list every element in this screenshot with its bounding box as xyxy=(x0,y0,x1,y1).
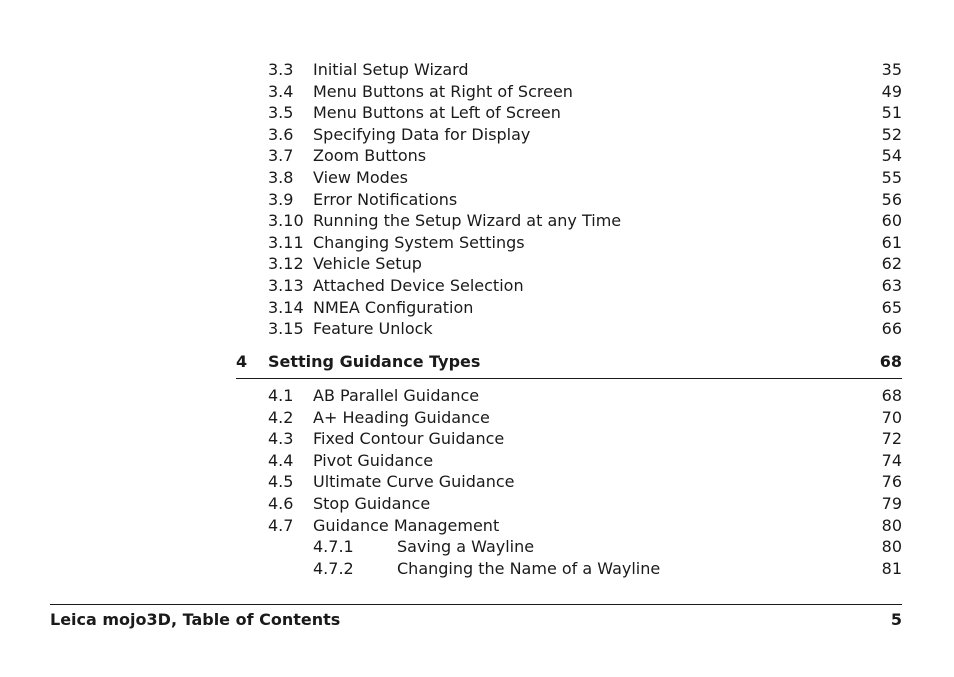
page-number: 70 xyxy=(881,407,902,427)
section-title: Fixed Contour Guidance xyxy=(313,429,505,449)
section-number: 4.1 xyxy=(268,386,294,405)
section-number: 4.5 xyxy=(268,472,294,492)
chapter-title: Setting Guidance Types xyxy=(268,352,481,371)
section-title: Stop Guidance xyxy=(313,494,431,513)
page-number: 54 xyxy=(881,146,902,166)
chapter-number: 4 xyxy=(236,352,248,371)
page-number: 49 xyxy=(881,81,902,101)
section-number: 3.4 xyxy=(268,81,294,101)
toc-entry xyxy=(0,210,954,232)
page-number: 56 xyxy=(881,189,902,209)
section-title: View Modes xyxy=(313,168,408,187)
section-title: Guidance Management xyxy=(313,515,500,535)
toc-entry xyxy=(0,493,954,515)
toc-entry xyxy=(0,515,954,537)
section-number: 3.8 xyxy=(268,168,294,187)
page-number: 52 xyxy=(881,124,902,144)
section-title: Changing System Settings xyxy=(313,232,525,252)
toc-entry xyxy=(0,275,954,297)
section-number: 4.2 xyxy=(268,407,294,427)
subsection-title: Changing the Name of a Wayline xyxy=(397,558,661,578)
section-number: 3.3 xyxy=(268,60,294,79)
page-number: 51 xyxy=(881,103,902,123)
toc-entry xyxy=(0,428,954,450)
section-number: 3.11 xyxy=(268,232,304,252)
subsection-number: 4.7.1 xyxy=(313,537,354,557)
page-number: 55 xyxy=(881,168,902,187)
toc-entry xyxy=(0,59,954,81)
section-title: Error Notifications xyxy=(313,189,458,209)
section-number: 3.7 xyxy=(268,146,294,166)
toc-entry xyxy=(0,102,954,124)
chapter-heading xyxy=(0,351,954,373)
chapter-divider xyxy=(236,378,902,379)
section-number: 3.6 xyxy=(268,124,294,144)
subsection-number: 4.7.2 xyxy=(313,558,354,578)
page-number: 80 xyxy=(881,515,902,535)
toc-entry xyxy=(0,297,954,319)
footer-page-number: 5 xyxy=(890,610,902,629)
section-title: Ultimate Curve Guidance xyxy=(313,472,515,492)
page-number: 65 xyxy=(881,297,902,317)
section-title: Pivot Guidance xyxy=(313,450,434,470)
section-number: 4.4 xyxy=(268,450,294,470)
page-number: 79 xyxy=(881,494,902,513)
section-title: Menu Buttons at Left of Screen xyxy=(313,103,561,123)
page-number: 72 xyxy=(881,429,902,449)
section-number: 3.5 xyxy=(268,103,294,123)
section-title: Menu Buttons at Right of Screen xyxy=(313,81,573,101)
toc-entry xyxy=(0,385,954,407)
section-number: 4.7 xyxy=(268,515,294,535)
section-title: Vehicle Setup xyxy=(313,254,422,274)
footer-divider xyxy=(50,604,902,605)
page-number: 61 xyxy=(881,232,902,252)
toc-entry xyxy=(0,145,954,167)
page-number: 81 xyxy=(881,558,902,578)
page-number: 80 xyxy=(881,537,902,557)
page-number: 35 xyxy=(881,60,902,79)
toc-entry xyxy=(0,253,954,275)
page-number: 76 xyxy=(881,472,902,492)
toc-entry xyxy=(0,471,954,493)
section-title: Initial Setup Wizard xyxy=(313,60,469,79)
section-title: Specifying Data for Display xyxy=(313,124,531,144)
section-title: Running the Setup Wizard at any Time xyxy=(313,211,622,231)
page-number: 62 xyxy=(881,254,902,274)
toc-entry xyxy=(0,407,954,429)
toc-entry xyxy=(0,189,954,211)
page-number: 66 xyxy=(881,319,902,339)
toc-entry xyxy=(0,450,954,472)
page-number: 68 xyxy=(881,386,902,405)
toc-entry xyxy=(0,232,954,254)
section-number: 3.13 xyxy=(268,276,304,295)
section-number: 4.6 xyxy=(268,494,294,513)
section-number: 3.15 xyxy=(268,319,304,339)
section-title: Zoom Buttons xyxy=(313,146,427,166)
toc-entry xyxy=(0,124,954,146)
page-number: 74 xyxy=(881,450,902,470)
section-number: 3.10 xyxy=(268,211,304,231)
section-number: 3.14 xyxy=(268,297,304,317)
section-title: NMEA Configuration xyxy=(313,297,474,317)
section-number: 3.12 xyxy=(268,254,304,274)
page-number: 60 xyxy=(881,211,902,231)
chapter-page-number: 68 xyxy=(879,352,902,371)
footer-title: Leica mojo3D, Table of Contents xyxy=(50,610,341,629)
section-title: A+ Heading Guidance xyxy=(313,407,490,427)
toc-subentry xyxy=(0,536,954,558)
page-number: 63 xyxy=(881,276,902,295)
section-number: 4.3 xyxy=(268,429,294,449)
toc-entry xyxy=(0,167,954,189)
subsection-title: Saving a Wayline xyxy=(397,537,535,557)
toc-subentry xyxy=(0,558,954,580)
toc-entry xyxy=(0,81,954,103)
section-number: 3.9 xyxy=(268,189,294,209)
section-title: Attached Device Selection xyxy=(313,276,524,295)
toc-entry xyxy=(0,318,954,340)
section-title: AB Parallel Guidance xyxy=(313,386,480,405)
section-title: Feature Unlock xyxy=(313,319,433,339)
